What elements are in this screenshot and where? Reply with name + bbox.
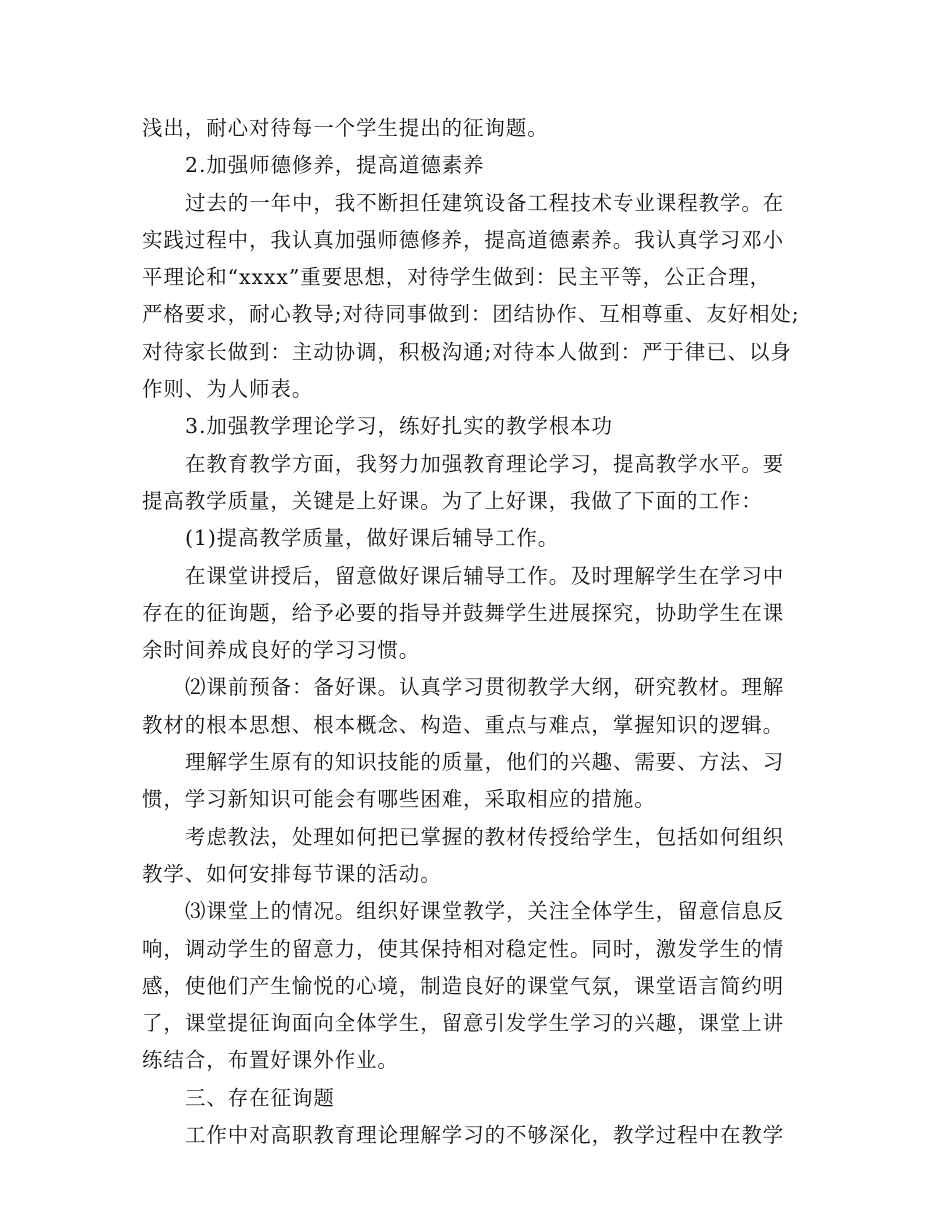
document-text-line: 平理论和“xxxx”重要思想，对待学生做到：民主平等，公正合理， xyxy=(142,265,772,290)
document-text-line: 2.加强师德修养，提高道德素养 xyxy=(185,153,485,178)
document-text-line: 响，调动学生的留意力，使其保持相对稳定性。同时，激发学生的情 xyxy=(142,936,784,961)
document-body xyxy=(142,110,822,1154)
document-text-line: 练结合，布置好课外作业。 xyxy=(142,1048,399,1073)
document-text-line: 实践过程中，我认真加强师德修养，提高道德素养。我认真学习邓小 xyxy=(142,227,784,252)
document-text-line: 余时间养成良好的学习习惯。 xyxy=(142,638,421,663)
document-text-line: ⑵课前预备：备好课。认真学习贯彻教学大纲，研究教材。理解 xyxy=(185,675,785,700)
document-text-line: ⑶课堂上的情况。组织好课堂教学，关注全体学生，留意信息反 xyxy=(185,899,785,924)
document-text-line: 对待家长做到：主动协调，积极沟通;对待本人做到：严于律已、以身 xyxy=(142,339,792,364)
document-text-line: 了，课堂提征询面向全体学生，留意引发学生学习的兴趣，课堂上讲 xyxy=(142,1011,784,1036)
document-text-line: 感，使他们产生愉悦的心境，制造良好的课堂气氛，课堂语言简约明 xyxy=(142,973,784,998)
document-text-line: 在教育教学方面，我努力加强教育理论学习，提高教学水平。要 xyxy=(185,451,785,476)
document-text-line: 考虑教法，处理如何把已掌握的教材传授给学生，包括如何组织 xyxy=(185,824,785,849)
document-text-line: 教学、如何安排每节课的活动。 xyxy=(142,861,442,886)
document-text-line: 存在的征询题，给予必要的指导并鼓舞学生进展探究，协助学生在课 xyxy=(142,600,784,625)
document-text-line: 惯，学习新知识可能会有哪些困难，采取相应的措施。 xyxy=(142,787,656,812)
document-text-line: 3.加强教学理论学习，练好扎实的教学根本功 xyxy=(185,414,613,439)
document-text-line: 在课堂讲授后，留意做好课后辅导工作。及时理解学生在学习中 xyxy=(185,563,785,588)
document-text-line: (1)提高教学质量，做好课后辅导工作。 xyxy=(185,526,560,551)
document-text-line: 过去的一年中，我不断担任建筑设备工程技术专业课程教学。在 xyxy=(185,190,785,215)
document-text-line: 作则、为人师表。 xyxy=(142,377,314,402)
document-text-line: 理解学生原有的知识技能的质量，他们的兴趣、需要、方法、习 xyxy=(185,750,785,775)
document-text-line: 浅出，耐心对待每一个学生提出的征询题。 xyxy=(142,116,549,140)
document-text-line: 教材的根本思想、根本概念、构造、重点与难点，掌握知识的逻辑。 xyxy=(142,712,784,737)
document-text-line: 工作中对高职教育理论理解学习的不够深化，教学过程中在教学 xyxy=(185,1123,785,1148)
document-text-line: 严格要求，耐心教导;对待同事做到：团结协作、互相尊重、友好相处; xyxy=(142,302,800,327)
document-text-line: 提高教学质量，关键是上好课。为了上好课，我做了下面的工作： xyxy=(142,488,763,513)
document-text-line: 三、存在征询题 xyxy=(185,1085,335,1110)
